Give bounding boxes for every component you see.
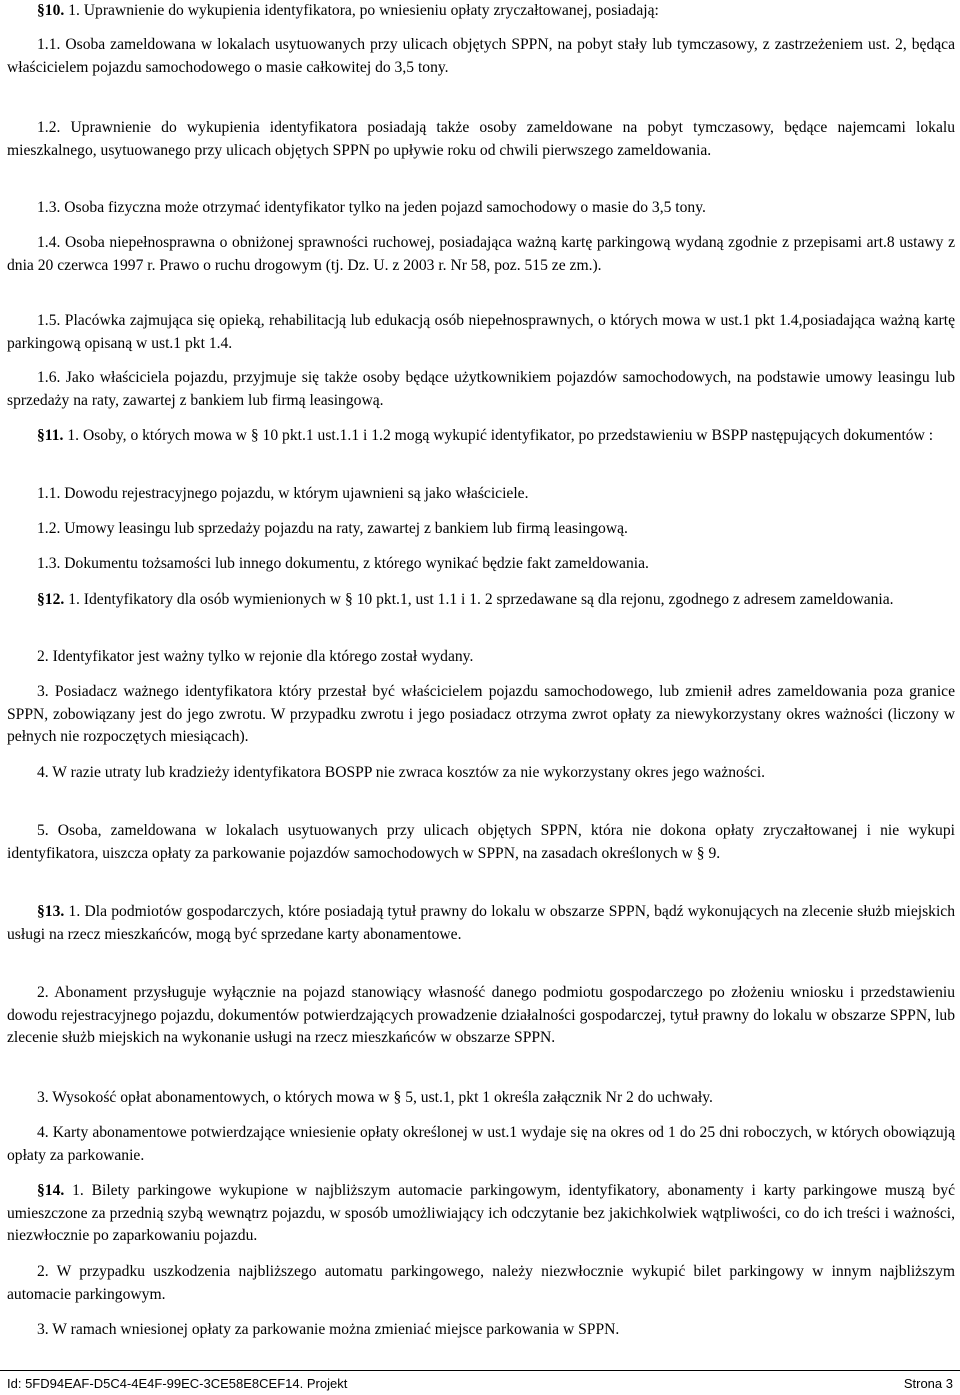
paragraph-12-2: [7, 646, 955, 669]
paragraph-text: 3. W ramach wniesionej opłaty za parkowanie można zmieniać miejsce parkowania w SPPN.: [37, 1321, 620, 1338]
paragraph-text: 1.5. Placówka zajmująca się opieką, rehabilitacją lub edukacją osób niepełnosprawnych, o których mowa w ust.1 pkt 1.4,posiadająca ważną kartę parkingową opisaną w ust.1 pkt 1.4.: [7, 312, 955, 352]
section-14-number: 14.: [44, 1182, 65, 1199]
paragraph-text: 1.3. Osoba fizyczna może otrzymać identyfikator tylko na jeden pojazd samochodowy o masie do 3,5 tony.: [37, 199, 706, 216]
footer-divider: [0, 1370, 960, 1371]
paragraph-text: 2. Identyfikator jest ważny tylko w rejonie dla którego został wydany.: [37, 648, 474, 665]
paragraph-text: 1.4. Osoba niepełnosprawna o obniżonej sprawności ruchowej, posiadająca ważną kartę parkingową wydaną zgodnie z przepisami art.8 ustawy z dnia 20 czerwca 1997 r. Prawo o ruchu drogowym (tj. Dz. U. z 2003 r. Nr 58, poz. 515 ze zm.).: [7, 234, 955, 274]
paragraph-10-1-3: [7, 197, 955, 220]
paragraph-text: 4. W razie utraty lub kradzieży identyfikatora BOSPP nie zwraca kosztów za nie wykorzystany okres jego ważności.: [37, 764, 766, 781]
paragraph-text: 5. Osoba, zameldowana w lokalach usytuowanych przy ulicach objętych SPPN, która nie dokona opłaty zryczałtowanej i nie wykupi identyfikatora, uiszcza opłaty za parkowanie pojazdów samochodowych w SPPN, na zasadach określonych w § 9.: [7, 822, 955, 862]
paragraph-11-1-1: [7, 483, 955, 506]
paragraph-13-4: [7, 1122, 955, 1167]
paragraph-text: 1. Identyfikatory dla osób wymienionych w § 10 pkt.1, ust 1.1 i 1. 2 sprzedawane są dla rejonu, zgodnego z adresem zameldowania.: [68, 591, 894, 608]
paragraph-13-3: [7, 1087, 955, 1110]
page-number: Strona 3: [903, 1376, 953, 1391]
paragraph-text: 1. Uprawnienie do wykupienia identyfikatora, po wniesieniu opłaty zryczałtowanej, posiadają:: [68, 2, 659, 19]
paragraph-text: 1.3. Dokumentu tożsamości lub innego dokumentu, z którego wynikać będzie fakt zameldowania.: [37, 555, 649, 572]
paragraph-12-3: [7, 681, 955, 749]
section-10-sign: §: [37, 2, 45, 19]
paragraph-text: 1.2. Umowy leasingu lub sprzedaży pojazdu na raty, zawartej z bankiem lub firmą leasingową.: [37, 520, 628, 537]
paragraph-text: 1. Bilety parkingowe wykupione w najbliższym automacie parkingowym, identyfikatory, abonamenty i karty parkingowe muszą być umieszczone za przednią szybą wewnątrz pojazdu, w sposób umożliwiający ich odczytanie bez jakichkolwiek wątpliwości, co do ich treści i ważności, niezwłocznie po zaparkowaniu pojazdu.: [7, 1182, 955, 1244]
document-id: Id: 5FD94EAF-D5C4-4E4F-99EC-3CE58E8CEF14. Projekt: [7, 1376, 348, 1391]
paragraph-11-1-3: [7, 553, 955, 576]
paragraph-10-1-2: [7, 117, 955, 162]
section-11-number: 11.: [44, 427, 64, 444]
paragraph-text: 1.1. Osoba zameldowana w lokalach usytuowanych przy ulicach objętych SPPN, na pobyt stały lub tymczasowy, z zastrzeżeniem ust. 2, będąca właścicielem pojazdu samochodowego o masie całkowitej do 3,5 tony.: [7, 36, 955, 76]
paragraph-text: 2. Abonament przysługuje wyłącznie na pojazd stanowiący własność danego podmiotu gospodarczego po złożeniu wniosku i przedstawieniu dowodu rejestracyjnego pojazdu, dokumentów potwierdzających prowadzenie działalności gospodarczej, tytuł prawny do lokalu w obszarze SPPN, lub zlecenie służb miejskich na wykonanie usługi na rzecz mieszkańców w obszarze SPPN.: [7, 984, 955, 1046]
paragraph-text: 1. Dla podmiotów gospodarczych, które posiadają tytuł prawny do lokalu w obszarze SPPN, bądź wykonujących na zlecenie służb miejskich usługi na rzecz mieszkańców, mogą być sprzedane karty abonamentowe.: [7, 903, 956, 943]
paragraph-text: 1.2. Uprawnienie do wykupienia identyfikatora posiadają także osoby zameldowane na pobyt tymczasowy, będące najemcami lokalu mieszkalnego, usytuowanego przy ulicach objętych SPPN po upływie roku od chwili pierwszego zameldowania.: [7, 119, 955, 159]
paragraph-10-1-1: [7, 34, 955, 79]
paragraph-text: 3. Wysokość opłat abonamentowych, o których mowa w § 5, ust.1, pkt 1 określa załącznik Nr 2 do uchwały.: [37, 1089, 713, 1106]
paragraph-10-1-6: [7, 367, 955, 412]
section-11-sign: §: [37, 427, 45, 444]
paragraph-12-4: [7, 762, 955, 785]
paragraph-text: 1.1. Dowodu rejestracyjnego pojazdu, w którym ujawnieni są jako właściciele.: [37, 485, 529, 502]
paragraph-10-1: [7, 0, 955, 23]
paragraph-12-5: [7, 820, 955, 865]
paragraph-14-1: [7, 1180, 955, 1248]
section-12-sign: §: [37, 591, 45, 608]
section-13-number: 13.: [44, 903, 65, 920]
paragraph-11-1-2: [7, 518, 955, 541]
paragraph-11-1: [7, 425, 955, 448]
paragraph-text: 1. Osoby, o których mowa w § 10 pkt.1 ust.1.1 i 1.2 mogą wykupić identyfikator, po przedstawieniu w BSPP następujących dokumentów :: [67, 427, 934, 444]
paragraph-text: 4. Karty abonamentowe potwierdzające wniesienie opłaty określonej w ust.1 wydaje się na okres od 1 do 25 dni roboczych, w których obowiązują opłaty za parkowanie.: [7, 1124, 955, 1164]
paragraph-10-1-5: [7, 310, 955, 355]
paragraph-13-2: [7, 982, 955, 1050]
paragraph-10-1-4: [7, 232, 955, 277]
paragraph-text: 3. Posiadacz ważnego identyfikatora który przestał być właścicielem pojazdu samochodowego, lub zmienił adres zameldowania poza granice SPPN, zobowiązany jest do jego zwrotu. W przypadku zwrotu i jego posiadacz otrzyma zwrot opłaty za niewykorzystany okres ważności (liczony w pełnych nie rozpoczętych miesiącach).: [7, 683, 955, 745]
paragraph-text: 2. W przypadku uszkodzenia najbliższego automatu parkingowego, należy niezwłocznie wykupić bilet parkingowy w innym najbliższym automacie parkingowym.: [7, 1263, 955, 1303]
section-13-sign: §: [37, 903, 45, 920]
section-14-sign: §: [37, 1182, 45, 1199]
paragraph-12-1: [7, 589, 955, 612]
paragraph-13-1: [7, 901, 955, 946]
paragraph-14-3: [7, 1319, 955, 1342]
paragraph-14-2: [7, 1261, 955, 1306]
paragraph-text: 1.6. Jako właściciela pojazdu, przyjmuje się także osoby będące użytkownikiem pojazdów samochodowych, na podstawie umowy leasingu lub sprzedaży na raty, zawartej z bankiem lub firmą leasingową.: [7, 369, 955, 409]
section-12-number: 12.: [44, 591, 65, 608]
section-10-number: 10.: [44, 2, 65, 19]
